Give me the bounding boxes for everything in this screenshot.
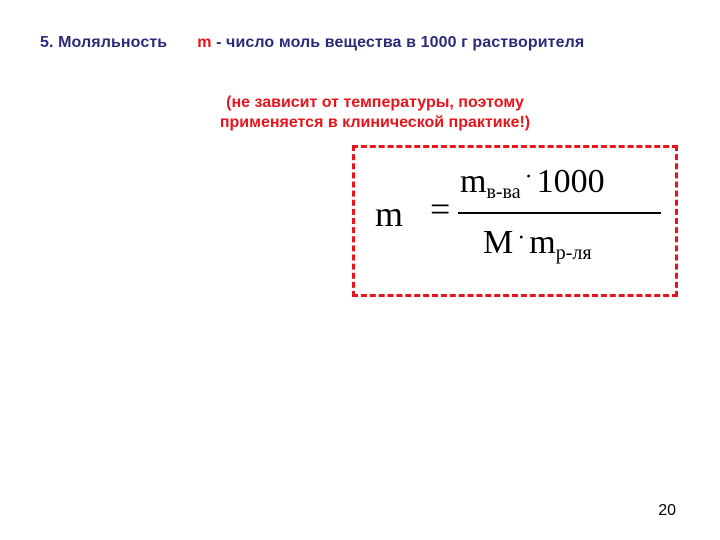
- note-line-2: применяется в клинической практике!): [219, 114, 531, 131]
- formula-box: [352, 145, 678, 297]
- denominator-subscript: р-ля: [555, 242, 592, 264]
- formula-numerator: [460, 163, 605, 201]
- molality-formula: [355, 148, 675, 294]
- molality-symbol: m: [197, 34, 212, 51]
- numerator-subscript: в-ва: [486, 181, 521, 203]
- fraction-bar: [458, 212, 661, 214]
- denominator-dot: ·: [517, 225, 526, 251]
- molality-definition: - число моль вещества в 1000 г растворителя: [211, 34, 585, 51]
- numerator-variable: m: [460, 163, 487, 200]
- denominator-variable-2: m: [529, 224, 556, 261]
- page-number: 20: [658, 502, 676, 519]
- clinical-note: [170, 93, 580, 133]
- formula-lhs: m: [375, 194, 404, 234]
- heading-title: 5. Моляльность: [40, 34, 168, 51]
- numerator-dot: ·: [524, 164, 533, 190]
- formula-denominator: [483, 224, 592, 262]
- denominator-variable: M: [483, 224, 514, 261]
- note-line-1: (не зависит от температуры, поэтому: [226, 94, 524, 111]
- formula-equals: =: [430, 189, 451, 229]
- slide-heading: [40, 34, 584, 52]
- numerator-constant: 1000: [536, 163, 605, 200]
